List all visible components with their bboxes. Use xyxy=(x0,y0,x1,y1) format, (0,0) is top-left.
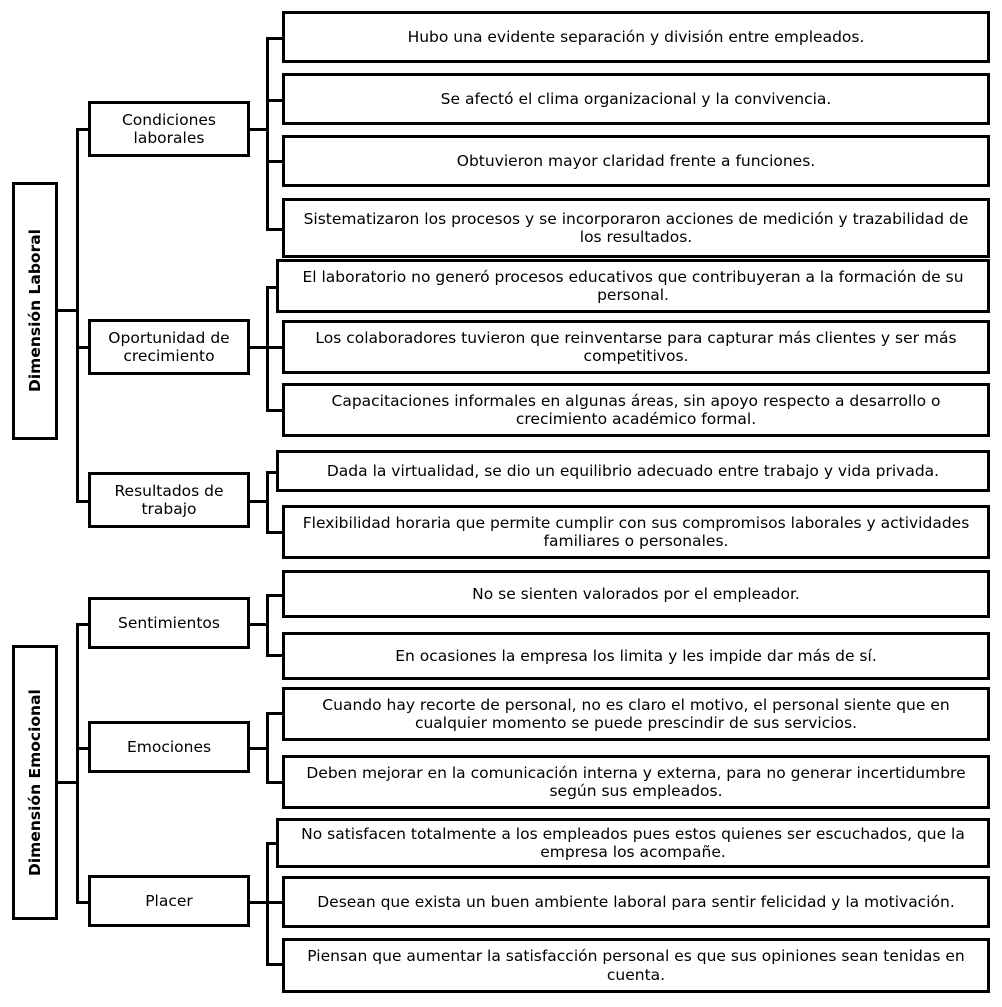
category-oportunidad-de-crecimiento: Oportunidad de crecimiento xyxy=(88,319,250,375)
leaf-item: El laboratorio no generó procesos educativos que contribuyeran a la formación de su personal. xyxy=(276,259,990,313)
dimension-label-emocional: Dimensión Emocional xyxy=(12,645,58,920)
leaf-item: Se afectó el clima organizacional y la convivencia. xyxy=(282,73,990,125)
dimension-label-laboral: Dimensión Laboral xyxy=(12,182,58,440)
leaf-item: En ocasiones la empresa los limita y les impide dar más de sí. xyxy=(282,632,990,680)
leaf-item: Deben mejorar en la comunicación interna y externa, para no generar incertidumbre según sus empleados. xyxy=(282,755,990,809)
category-resultados-de-trabajo: Resultados de trabajo xyxy=(88,472,250,528)
connector xyxy=(266,471,269,533)
leaf-item: Flexibilidad horaria que permite cumplir con sus compromisos laborales y actividades familiares o personales. xyxy=(282,505,990,559)
connector xyxy=(266,286,269,412)
leaf-item: Capacitaciones informales en algunas áreas, sin apoyo respecto a desarrollo o crecimiento académico formal. xyxy=(282,383,990,437)
leaf-item: Piensan que aumentar la satisfacción personal es que sus opiniones sean tenidas en cuenta. xyxy=(282,938,990,993)
leaf-item: Dada la virtualidad, se dio un equilibrio adecuado entre trabajo y vida privada. xyxy=(276,450,990,492)
leaf-item: Hubo una evidente separación y división entre empleados. xyxy=(282,11,990,63)
connector xyxy=(266,37,269,231)
connector xyxy=(266,594,269,656)
connector xyxy=(76,623,79,903)
leaf-item: Los colaboradores tuvieron que reinventarse para capturar más clientes y ser más competitivos. xyxy=(282,320,990,374)
category-sentimientos: Sentimientos xyxy=(88,597,250,649)
connector xyxy=(266,712,269,784)
connector xyxy=(58,781,78,784)
connector xyxy=(76,128,79,503)
category-emociones: Emociones xyxy=(88,721,250,773)
connector xyxy=(266,842,269,966)
leaf-item: Obtuvieron mayor claridad frente a funciones. xyxy=(282,135,990,187)
leaf-item: Sistematizaron los procesos y se incorporaron acciones de medición y trazabilidad de los resultados. xyxy=(282,198,990,258)
category-condiciones-laborales: Condiciones laborales xyxy=(88,101,250,157)
leaf-item: No se sienten valorados por el empleador. xyxy=(282,570,990,618)
leaf-item: Desean que exista un buen ambiente laboral para sentir felicidad y la motivación. xyxy=(282,876,990,928)
connector xyxy=(58,309,78,312)
category-placer: Placer xyxy=(88,875,250,927)
leaf-item: No satisfacen totalmente a los empleados pues estos quienes ser escuchados, que la empresa los acompañe. xyxy=(276,818,990,868)
leaf-item: Cuando hay recorte de personal, no es claro el motivo, el personal siente que en cualquier momento se puede prescindir de sus servicios. xyxy=(282,687,990,741)
